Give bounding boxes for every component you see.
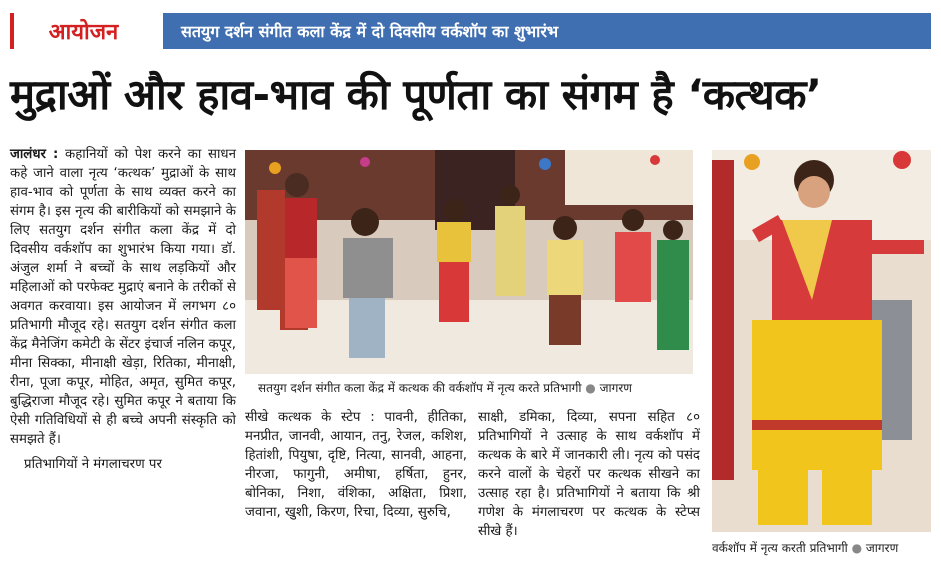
photo-caption-1: [258, 380, 632, 396]
article-column-3: साक्षी, डमिका, दिव्या, सपना सहित ८० प्रतिभागियों ने उत्साह के साथ वर्कशॉप में कत्थक के बारे में जानकारी ली। नृत्य को पसंद करने वालों के चेहरों पर कत्थक सीखने का उत्साह रहा है। प्रतिभागियों ने बताया कि श्री गणेश के मंगलाचरण पर कत्थक के स्टेप्स सीखे हैं।: [478, 410, 700, 539]
photo-caption-2: [712, 540, 898, 556]
caption-text-2: वर्कशॉप में नृत्य करती प्रतिभागी: [712, 541, 848, 555]
article-text-1: कहानियों को पेश करने का साधन कहे जाने वाला नृत्य ‘कत्थक’ मुद्राओं के साथ हाव-भाव को पूर्णता के साथ व्यक्त करने का संगम है। इस नृत्य की बारीकियों को समझाने के लिए सतयुग दर्शन संगीत कला केंद्र में दो दिवसीय वर्कशॉप का शुभारंभ किया गया। डॉ. अंजुल शर्मा ने बच्चों के साथ लड़कियों और महिलाओं को परफेक्ट मुद्राएं बनाने के तरीकों से अवगत करवाया। इस आयोजन में लगभग ८० प्रतिभागी मौजूद रहे। सतयुग दर्शन संगीत कला केंद्र मैनेजिंग कमेटी के सेंटर इंचार्ज नलिन कपूर, मीना सिक्का, मीनाक्षी खेड़ा, रितिका, मीनाक्षी, रीना, पूजा कपूर, मोहित, अमृत, सुमित कपूर, बुद्धिराजा मौजूद रहे। सुमित कपूर ने बताया कि ऐसी गतिविधियों से ही बच्चे अपनी संस्कृति को समझते हैं।: [10, 147, 236, 447]
photo-solo-dancer: [712, 150, 931, 532]
kicker-label: आयोजन: [10, 13, 153, 49]
kicker-strip: सतयुग दर्शन संगीत कला केंद्र में दो दिवसीय वर्कशॉप का शुभारंभ: [163, 13, 931, 49]
group-dance-image: [245, 150, 693, 374]
credit-dot-2: ●: [851, 541, 863, 555]
dateline: जालंधर :: [10, 147, 59, 162]
article-paragraph-2: प्रतिभागियों ने मंगलाचरण पर: [24, 457, 162, 472]
solo-dancer-image: [712, 150, 931, 532]
article-column-2: सीखे कत्थक के स्टेप : पावनी, हीतिका, मनप्रीत, जानवी, आयान, तनु, रेजल, कशिश, हितांशी, पियुषा, दृष्टि, नित्या, सानवी, आहना, नीरजा, फागुनी, अमीषा, हर्षिता, हुनर, बोनिका, निशा, वंशिका, अक्षिता, प्रिशा, जवाना, खुशी, किरण, रिचा, दिव्या, सुरुचि,: [245, 410, 467, 520]
photo-credit-2: जागरण: [865, 541, 899, 555]
caption-text-1: सतयुग दर्शन संगीत कला केंद्र में कत्थक की वर्कशॉप में नृत्य करते प्रतिभागी: [258, 381, 582, 395]
photo-group-dance: [245, 150, 693, 374]
article-column-1: [10, 145, 236, 474]
article-paragraph-1: [10, 145, 236, 449]
kicker-bar: [10, 13, 931, 49]
photo-credit-1: जागरण: [599, 381, 632, 395]
credit-dot-1: ●: [585, 381, 596, 395]
headline: मुद्राओं और हाव-भाव की पूर्णता का संगम है ‘कत्थक’: [10, 70, 822, 119]
